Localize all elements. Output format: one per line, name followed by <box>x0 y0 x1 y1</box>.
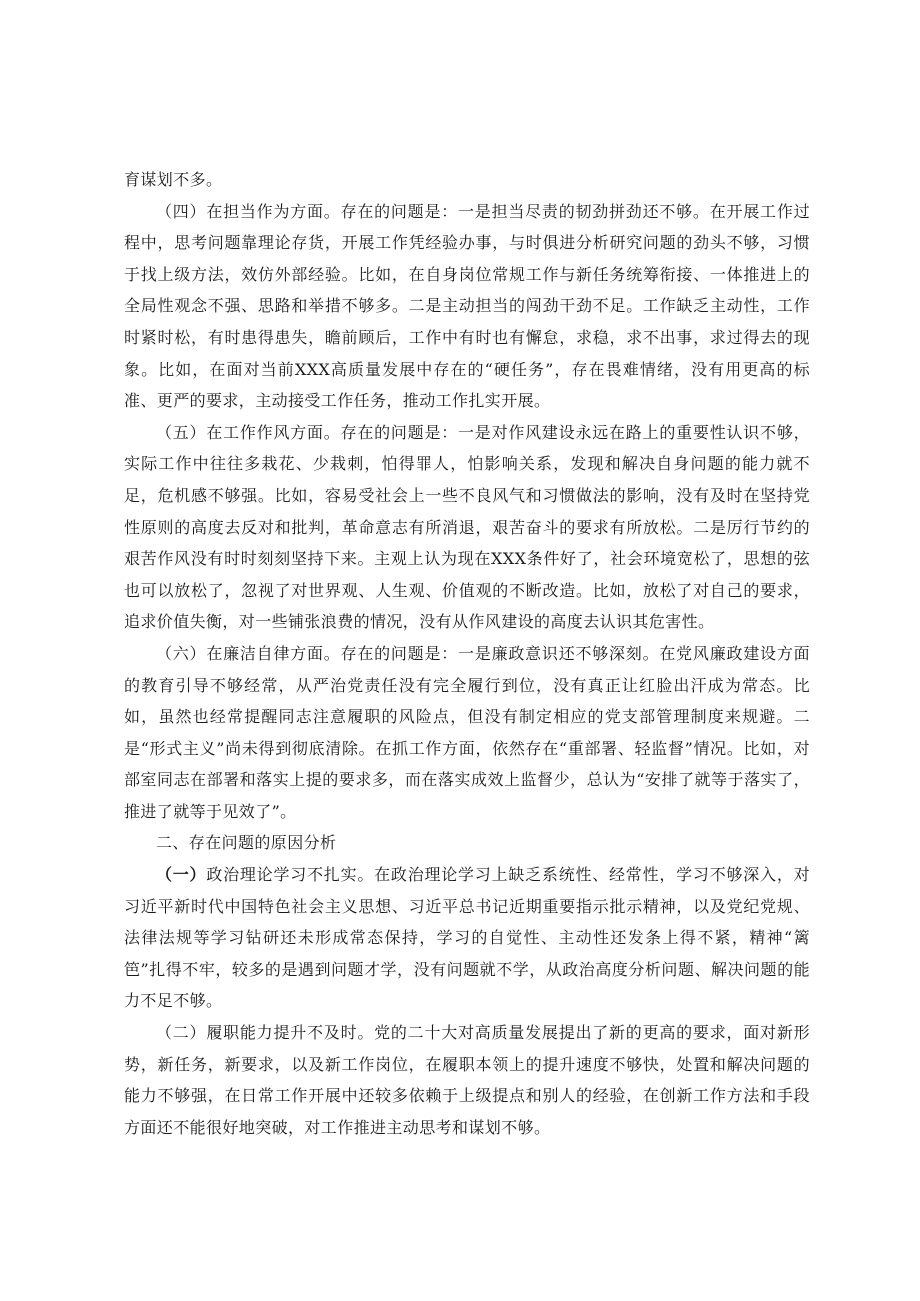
paragraph-continuation: 育谋划不多。 <box>124 170 223 189</box>
paragraph-cause-1 <box>124 859 810 1017</box>
paragraph-section-6: （六）在廉洁自律方面。存在的问题是：一是廉政意识还不够深刻。在党风廉政建设方面的教育引导不够经常，从严治党责任没有完全履行到位，没有真正让红脸出汗成为常态。比如，虽然也经常提醒同志注意履职的风险点，但没有制定相应的党支部管理制度来规避。二是“形式主义”尚未得到彻底清除。在抓工作方面，依然存在“重部署、轻监督”情况。比如，对部室同志在部署和落实上提的要求多，而在落实成效上监督少，总认为“安排了就等于落实了，推进了就等于见效了”。 <box>124 643 810 821</box>
cause-1-number: （一） <box>156 865 207 885</box>
paragraph-section-5: （五）在工作作风方面。存在的问题是：一是对作风建设永远在路上的重要性认识不够，实际工作中往往多栽花、少栽刺，怕得罪人，怕影响关系，发现和解决自身问题的能力就不足，危机感不够强。比如，容易受社会上一些不良风气和习惯做法的影响，没有及时在坚持党性原则的高度去反对和批判，革命意志有所消退，艰苦奋斗的要求有所放松。二是厉行节约的艰苦作风没有时时刻刻坚持下来。主观上认为现在XXX条件好了，社会环境宽松了，思想的弦也可以放松了，忽视了对世界观、人生观、价值观的不断改造。比如，放松了对自己的要求，追求价值失衡，对一些铺张浪费的情况，没有从作风建设的高度去认识其危害性。 <box>124 422 810 632</box>
paragraph-cause-2: （二）履职能力提升不及时。党的二十大对高质量发展提出了新的更高的要求，面对新形势，新任务，新要求，以及新工作岗位，在履职本领上的提升速度不够快，处置和解决问题的能力不够强，在日常工作开展中还较多依赖于上级提点和别人的经验，在创新工作方法和手段方面还不能很好地突破，对工作推进主动思考和谋划不够。 <box>124 1023 810 1137</box>
section-heading-cause-analysis: 二、存在问题的原因分析 <box>156 833 337 853</box>
cause-1-text: 政治理论学习不扎实。在政治理论学习上缺乏系统性、经常性，学习不够深入，对习近平新时代中国特色社会主义思想、习近平总书记近期重要指示批示精神，以及党纪党规、法律法规等学习钻研还未形成常态保持，学习的自觉性、主动性还发条上得不紧，精神“篱笆”扎得不牢，较多的是遇到问题才学，没有问题就不学，从政治高度分析问题、解决问题的能力不足不够。 <box>124 865 810 1011</box>
document-body <box>124 164 810 1143</box>
paragraph-section-4: （四）在担当作为方面。存在的问题是：一是担当尽责的韧劲拼劲还不够。在开展工作过程中，思考问题靠理论存货，开展工作凭经验办事，与时俱进分析研究问题的劲头不够，习惯于找上级方法，效仿外部经验。比如，在自身岗位常规工作与新任务统筹衔接、一体推进上的全局性观念不强、思路和举措不够多。二是主动担当的闯劲干劲不足。工作缺乏主动性，工作时紧时松，有时患得患失，瞻前顾后，工作中有时也有懈怠，求稳，求不出事，求过得去的现象。比如，在面对当前XXX高质量发展中存在的“硬任务”，存在畏难情绪，没有用更高的标准、更严的要求，主动接受工作任务，推动工作扎实开展。 <box>124 201 810 411</box>
